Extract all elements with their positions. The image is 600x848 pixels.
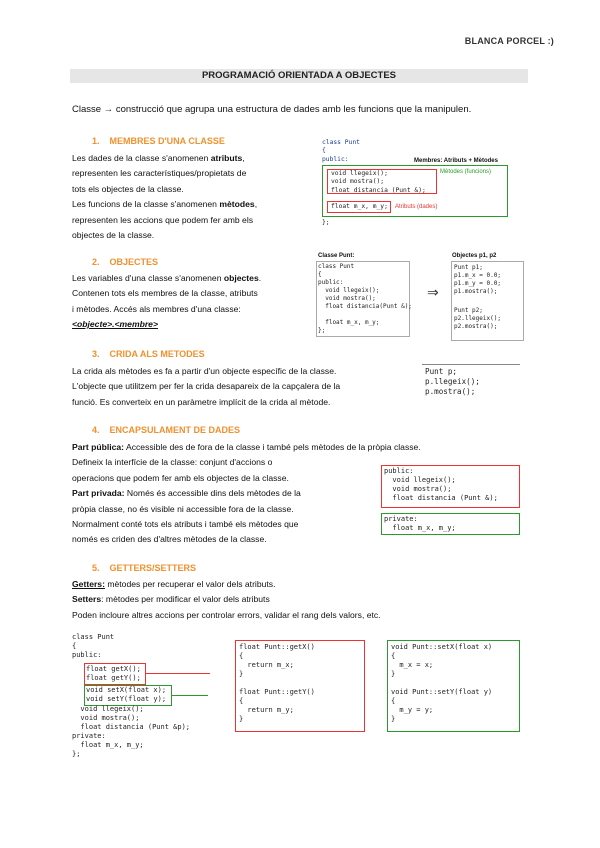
s4-line-3: operacions que podem fer amb els objectes de la classe. <box>72 472 289 483</box>
s4-code-public: void llegeix(); void mostra(); float distancia (Punt &); <box>392 476 498 502</box>
s5-code-set-impl: void Punt::setX(float x) { m_x = x; } void Punt::setY(float y) { m_y = y; } <box>391 643 493 723</box>
s5-getters-connector <box>146 673 210 674</box>
section-3-heading <box>92 349 205 359</box>
section-3-title: CRIDA ALS METODES <box>109 349 205 359</box>
s2-caption-right: Objectes p1, p2 <box>452 253 497 259</box>
s2-line-3: i mètodes. Accés als membres d'una classe: <box>72 303 241 314</box>
s1-line-3: tots els objectes de la classe. <box>72 183 184 194</box>
s3-line-3: funció. Es converteix en un paràmetre implícit de la crida al mètode. <box>72 396 331 407</box>
section-5-number: 5. <box>92 563 100 573</box>
section-1-title: MEMBRES D'UNA CLASSE <box>109 136 225 146</box>
section-3-number: 3. <box>92 349 100 359</box>
section-4-number: 4. <box>92 425 100 435</box>
s5-line-1: Getters: mètodes per recuperar el valor dels atributs. <box>72 579 276 589</box>
s5-code-class-rest: void llegeix(); void mostra(); float distancia (Punt &p); private: float m_x, m_y; }; <box>72 705 191 758</box>
s1-code-methods: void llegeix(); void mostra(); float distancia (Punt &); <box>331 170 426 194</box>
section-2-number: 2. <box>92 257 100 267</box>
section-5-title: GETTERS/SETTERS <box>109 563 197 573</box>
s5-code-get-impl: float Punt::getX() { return m_x; } float Punt::getY() { return m_y; } <box>239 643 315 723</box>
section-3-text <box>72 364 417 410</box>
s2-line-4: <objecte>.<membre> <box>72 319 158 330</box>
s4-line-4: Part privada: Només és accessible dins dels mètodes de la <box>72 488 301 499</box>
s5-setters-connector <box>172 695 208 696</box>
s3-code-rule <box>422 364 520 365</box>
s2-code-left: class Punt { public: void llegeix(); void mostra(); float distancia(Punt &); float m_x, m_y; }; <box>318 263 412 334</box>
arrow-icon: ⇒ <box>427 284 439 300</box>
s1-label-attrs: Atributs (dades) <box>395 204 438 210</box>
s1-line-4: Les funcions de la classe s'anomenen mètodes, <box>72 199 258 210</box>
s4-line-6: Normalment conté tots els atributs i també els mètodes que <box>72 519 299 530</box>
s4-line-1: Part pública: Accessible des de fora de la classe i també pels mètodes de la pròpia classe. <box>72 442 421 452</box>
s3-code: Punt p; p.llegeix(); p.mostra(); <box>425 367 480 396</box>
section-1-text <box>72 151 304 243</box>
s1-line-2: representen les característiques/propietats de <box>72 168 247 179</box>
s3-line-1: La crida als mètodes es fa a partir d'un objecte específic de la classe. <box>72 366 337 376</box>
s4-code-private-kw: private: <box>384 515 418 523</box>
s5-line-2: Setters: mètodes per modificar el valor dels atributs <box>72 594 270 605</box>
intro-text: Classe → construcció que agrupa una estructura de dades amb les funcions que la manipulen. <box>72 104 472 115</box>
s4-line-7: només es criden des d'altres mètodes de la classe. <box>72 534 267 545</box>
section-1-number: 1. <box>92 136 100 146</box>
section-1-heading <box>92 136 225 146</box>
s1-code-end: }; <box>322 219 330 226</box>
section-2-text <box>72 271 310 333</box>
s1-code-top: class Punt { public: <box>322 139 360 163</box>
s1-code-attr: float m_x, m_y; <box>331 203 388 210</box>
s4-code-public-kw: public: <box>384 467 414 475</box>
s2-code-right-a: Punt p1; p1.m_x = 0.0; p1.m_y = 0.0; p1.mostra(); <box>454 264 501 295</box>
s2-caption-left: Classe Punt: <box>318 253 355 259</box>
author-name: BLANCA PORCEL :) <box>464 36 554 46</box>
s2-line-1: Les variables d'una classe s'anomenen objectes. <box>72 273 262 283</box>
s4-line-2: Defineix la interfície de la classe: conjunt d'accions o <box>72 457 273 468</box>
s5-code-class-top: class Punt { public: <box>72 633 115 659</box>
page-title: PROGRAMACIÓ ORIENTADA A OBJECTES <box>201 70 397 81</box>
s1-label-methods: Mètodes (funcions) <box>440 169 492 175</box>
s1-line-6: objectes de la classe. <box>72 230 155 241</box>
s5-line-3: Poden incloure altres accions per controlar errors, validar el rang dels valors, etc. <box>72 609 381 620</box>
section-5-text <box>72 577 532 623</box>
s4-line-5: pròpia classe, no és visible ni accessible fora de la classe. <box>72 503 294 514</box>
section-4-heading <box>92 425 240 435</box>
section-2-heading <box>92 257 158 267</box>
s5-code-setters: void setX(float x); void setY(float y); <box>86 686 167 703</box>
s5-code-getters: float getX(); float getY(); <box>86 665 141 682</box>
s1-label-members: Membres: Atributs + Mètodes <box>414 158 498 164</box>
section-4-title: ENCAPSULAMENT DE DADES <box>109 425 241 435</box>
section-5-heading <box>92 563 196 573</box>
s1-line-5: representen les accions que podem fer amb els <box>72 214 254 225</box>
s2-line-2: Contenen tots els membres de la classe, atributs <box>72 288 258 299</box>
s3-line-2: L'objecte que utilitzem per fer la crida desapareix de la capçalera de la <box>72 381 341 392</box>
s1-line-1: Les dades de la classe s'anomenen atributs, <box>72 153 245 163</box>
section-2-title: OBJECTES <box>109 257 159 267</box>
s4-code-private: float m_x, m_y; <box>384 524 456 532</box>
s2-code-right-b: Punt p2; p2.llegeix(); p2.mostra(); <box>454 307 501 330</box>
